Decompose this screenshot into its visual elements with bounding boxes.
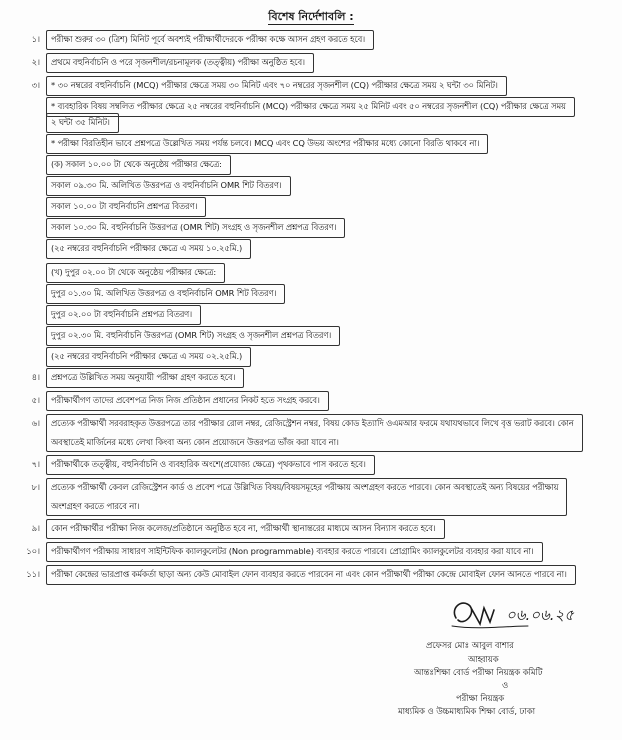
rule-text: * পরীক্ষা বিরতিহীন ভাবে প্রশ্নপত্রে উল্লেখিত সময় পর্যন্ত চলবে। MCQ এবং CQ উভয় অংশের পরীক্ষার মধ্যে কোনো বিরতি থাকবে না।: [51, 138, 480, 148]
rule-text: (খ) দুপুর ০২.০০ টা থেকে অনুষ্ঠেয় পরীক্ষার ক্ষেত্রে:: [51, 267, 217, 277]
signer-name: প্রফেসর মোঃ আবুল বাশার: [426, 640, 514, 650]
signature-date: ০৬.০৬.২৫: [506, 606, 575, 624]
rule-number: ৯।: [31, 523, 40, 533]
rule-text: প্রশ্নপত্রে উল্লিখিত সময় অনুযায়ী পরীক্ষা গ্রহণ করতে হবে।: [51, 372, 236, 382]
rule-text: পরীক্ষার্থীকে তত্ত্বীয়, বহুনির্বাচনি ও ব্যবহারিক অংশে(প্রযোজ্য ক্ষেত্রে) পৃথকভাবে পাস করতে হবে।: [51, 459, 366, 469]
rule-number: ২।: [31, 57, 40, 67]
rule-text: পরীক্ষা কেন্দ্রের ভারপ্রাপ্ত কর্মকর্তা ছাড়া অন্য কেউ মোবাইল ফোন ব্যবহার করতে পারবেন না এবং কোন পরীক্ষার্থী পরীক্ষা কেন্দ্রে মোবাইল ফোন আনতে পারবে না।: [51, 569, 567, 579]
rule-text: প্রথমে বহুনির্বাচনি ও পরে সৃজনশীল/রচনামূলক (তত্ত্বীয়) পরীক্ষা অনুষ্ঠিত হবে।: [51, 57, 305, 67]
rule-text: দুপুর ০১.৩০ মি. অলিখিত উত্তরপত্র ও বহুনির্বাচনি OMR শিট বিতরণ।: [51, 288, 277, 298]
rule-number: ৫।: [31, 395, 40, 405]
signer-conjunction: ও: [502, 680, 509, 690]
rule-text: অবস্থাতেই মার্জিনের মধ্যে লেখা কিংবা অন্য কোন প্রয়োজনে উত্তরপত্র ভাঁজ করা যাবে না।: [51, 437, 339, 447]
rule-text: সকাল ১০.০০ টা বহুনির্বাচনি প্রশ্নপত্র বিতরণ।: [51, 201, 198, 211]
rule-text: (ক) সকাল ১০.০০ টা থেকে অনুষ্ঠেয় পরীক্ষার ক্ষেত্রে:: [51, 159, 222, 169]
rule-number: ৬।: [31, 418, 40, 428]
rule-text: পরীক্ষা শুরুর ৩০ (ত্রিশ) মিনিট পূর্বে অবশ্যই পরীক্ষার্থীদেরকে পরীক্ষা কক্ষে আসন গ্রহণ করতে হবে।: [51, 34, 366, 44]
signer-organization: মাধ্যমিক ও উচ্চমাধ্যমিক শিক্ষা বোর্ড, ঢাকা: [398, 706, 535, 716]
signer-committee: আন্তঃশিক্ষা বোর্ড পরীক্ষা নিয়ন্ত্রক কমিটি: [414, 667, 543, 677]
rule-number: ১১।: [26, 569, 40, 579]
rule-number: ১।: [31, 34, 40, 44]
signature-block: [398, 596, 610, 736]
rule-text: ২ ঘন্টা ৩৫ মিনিট।: [51, 117, 110, 127]
rule-number: ৮।: [31, 482, 40, 492]
rule-text: দুপুর ০২.০০ টা বহুনির্বাচনি প্রশ্নপত্র বিতরণ।: [51, 309, 192, 319]
rule-text: দুপুর ০২.৩০ মি. বহুনির্বাচনি উত্তরপত্র (OMR শিট) সংগ্রহ ও সৃজনশীল প্রশ্নপত্র বিতরণ।: [51, 330, 332, 340]
rule-text: (২৫ নম্বরের বহুনির্বাচনি পরীক্ষার ক্ষেত্রে এ সময় ০২.২৫মি.): [51, 351, 243, 361]
rule-number: ৩।: [31, 80, 40, 90]
signer-role-controller: পরীক্ষা নিয়ন্ত্রক: [456, 693, 505, 703]
rule-number: ৭।: [31, 459, 40, 469]
rule-text: (২৫ নম্বরের বহুনির্বাচনি পরীক্ষার ক্ষেত্রে এ সময় ১০.২৫মি.): [51, 243, 243, 253]
rule-text: সকাল ০৯.৩০ মি. অলিখিত উত্তরপত্র ও বহুনির্বাচনি OMR শিট বিতরণ।: [51, 180, 282, 190]
rule-text: সকাল ১০.৩০ মি. বহুনির্বাচনি উত্তরপত্র (OMR শিট) সংগ্রহ ও সৃজনশীল প্রশ্নপত্র বিতরণ।: [51, 222, 337, 232]
rule-text: পরীক্ষার্থীগণ পরীক্ষায় সাধারণ সাইন্টিফিক ক্যালকুলেটর (Non programmable) ব্যবহার করতে পারবে। প্রোগ্রামিং ক্যালকুলেটর ব্যবহার করা যাবে না।: [51, 546, 534, 556]
rule-text: অংশগ্রহণ করতে পারবে না।: [51, 501, 140, 511]
rule-text: * ৩০ নম্বরের বহুনির্বাচনি (MCQ) পরীক্ষার ক্ষেত্রে সময় ৩০ মিনিট এবং ৭০ নম্বরের সৃজনশীল (CQ) পরীক্ষার ক্ষেত্রে সময় ২ ঘন্টা ৩০ মিনিট।: [51, 80, 498, 90]
handwritten-signature: [448, 596, 598, 636]
rule-number: ৪।: [31, 372, 40, 382]
rule-text: প্রত্যেক পরীক্ষার্থী কেবল রেজিস্ট্রেশন কার্ড ও প্রবেশ পত্রে উল্লিখিত বিষয়/বিষয়সমূহের পরীক্ষায় অংশগ্রহণ করতে পারবে। কোন অবস্থাতেই অন্য বিষয়ের পরীক্ষায়: [51, 482, 559, 492]
notice-title: বিশেষ নির্দেশাবলি :: [268, 10, 354, 23]
rule-text: * ব্যবহারিক বিষয় সম্বলিত পরীক্ষার ক্ষেত্রে ২৫ নম্বরের বহুনির্বাচনি (MCQ) পরীক্ষার ক্ষেত্রে সময় ২৫ মিনিট এবং ৫০ নম্বরের সৃজনশীল (CQ) পরীক্ষার ক্ষেত্রে সময়: [51, 101, 566, 111]
rule-text: প্রত্যেক পরীক্ষার্থী সরবরাহকৃত উত্তরপত্রে তার পরীক্ষার রোল নম্বর, রেজিস্ট্রেশন নম্বর, বিষয় কোড ইত্যাদি ওএমআর ফরমে যথাযথভাবে লিখে বৃত্ত ভরাট করবে। কোন: [51, 418, 574, 428]
rule-number: ১০।: [26, 546, 40, 556]
signer-role-convenor: আহ্বায়ক: [468, 654, 499, 664]
rule-text: পরীক্ষার্থীগণ তাদের প্রবেশপত্র নিজ নিজ প্রতিষ্ঠান প্রধানের নিকট হতে সংগ্রহ করবে।: [51, 395, 320, 405]
rule-text: কোন পরীক্ষার্থীর পরীক্ষা নিজ কলেজ/প্রতিষ্ঠানে অনুষ্ঠিত হবে না, পরীক্ষার্থী স্থানান্তরের মাধ্যমে আসন বিন্যাস করতে হবে।: [51, 523, 436, 533]
